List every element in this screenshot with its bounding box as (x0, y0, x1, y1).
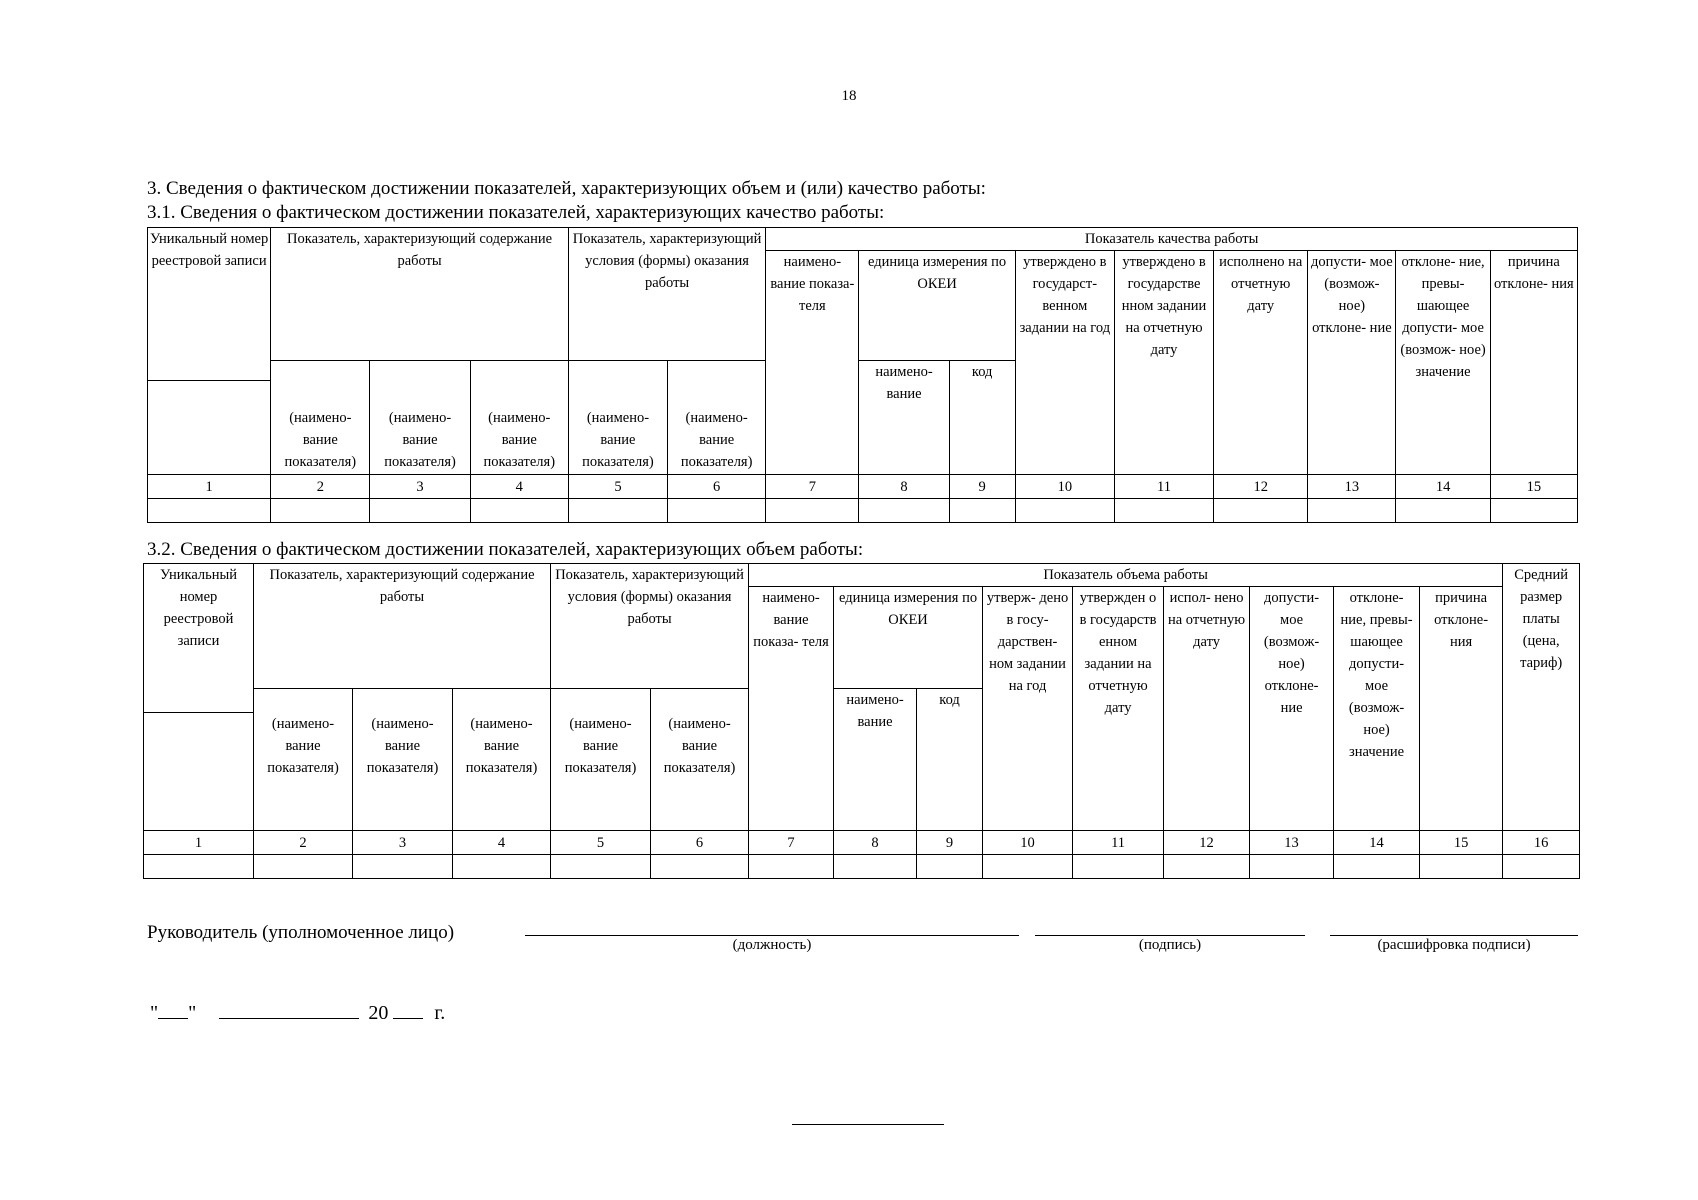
year-suffix: г. (434, 1002, 446, 1024)
data-cell[interactable] (668, 499, 766, 523)
section-3-1-heading: 3.1. Сведения о фактическом достижении показателей, характеризующих качество работы: (147, 202, 885, 223)
column-number: 6 (651, 831, 749, 855)
column-number: 14 (1334, 831, 1420, 855)
indicator-name-subheader: (наимено- вание показателя) (470, 361, 568, 475)
data-cell[interactable] (1503, 855, 1580, 879)
data-cell[interactable] (254, 855, 353, 879)
quote-open: " (150, 1002, 159, 1024)
data-cell[interactable] (370, 499, 470, 523)
data-cell[interactable] (749, 855, 834, 879)
registry-number-spacer (148, 381, 271, 475)
data-cell[interactable] (651, 855, 749, 879)
approved-date-header: утверждено в государстве нном задании на отчетную дату (1114, 251, 1213, 475)
column-number: 3 (353, 831, 453, 855)
deviation-exceeding-header: отклоне- ние, превы- шающее допусти- мое (возмож- ное) значение (1334, 587, 1420, 831)
registry-number-spacer (144, 713, 254, 831)
okei-unit-header: единица измерения по ОКЕИ (859, 251, 1015, 361)
column-number: 9 (949, 475, 1015, 499)
column-number: 2 (254, 831, 353, 855)
indicator-name-subheader: (наимено- вание показателя) (353, 689, 453, 831)
data-cell[interactable] (144, 855, 254, 879)
content-indicator-header: Показатель, характеризующий содержание работы (271, 228, 569, 361)
data-cell[interactable] (1214, 499, 1308, 523)
column-number: 9 (917, 831, 983, 855)
indicator-name-subheader: (наимено- вание показателя) (370, 361, 470, 475)
column-number: 11 (1114, 475, 1213, 499)
indicator-name-subheader: (наимено- вание показателя) (453, 689, 551, 831)
data-cell[interactable] (1490, 499, 1577, 523)
quote-close: " (188, 1002, 197, 1024)
content-indicator-header: Показатель, характеризующий содержание работы (254, 564, 551, 689)
registry-number-header: Уникальный номер реестровой записи (144, 564, 254, 713)
position-caption: (должность) (732, 937, 812, 953)
executed-date-header: испол- нено на отчетную дату (1164, 587, 1250, 831)
column-number: 1 (148, 475, 271, 499)
data-row (148, 499, 1578, 523)
column-number: 14 (1396, 475, 1490, 499)
registry-number-header: Уникальный номер реестровой записи (148, 228, 271, 381)
conditions-indicator-header: Показатель, характеризующий условия (формы) оказания работы (568, 228, 765, 361)
column-number: 8 (834, 831, 917, 855)
data-cell[interactable] (1250, 855, 1334, 879)
data-cell[interactable] (453, 855, 551, 879)
unit-name-header: наимено- вание (859, 361, 949, 475)
year-blank[interactable] (393, 1000, 423, 1019)
deviation-exceeding-header: отклоне- ние, превы- шающее допусти- мое (возмож- ное) значение (1396, 251, 1490, 475)
quality-indicators-table (147, 227, 1578, 523)
allowed-deviation-header: допусти- мое (возмож- ное) отклоне- ние (1250, 587, 1334, 831)
column-number: 15 (1490, 475, 1577, 499)
indicator-name-subheader: (наимено- вание показателя) (568, 361, 667, 475)
data-cell[interactable] (551, 855, 651, 879)
date-line (150, 1000, 445, 1025)
conditions-indicator-header: Показатель, характеризующий условия (формы) оказания работы (551, 564, 749, 689)
data-cell[interactable] (859, 499, 949, 523)
data-row (144, 855, 1580, 879)
unit-code-header: код (917, 689, 983, 831)
data-cell[interactable] (917, 855, 983, 879)
data-cell[interactable] (1334, 855, 1420, 879)
indicator-name-header: наимено- вание показа- теля (766, 251, 859, 475)
column-number: 6 (668, 475, 766, 499)
column-number: 10 (983, 831, 1073, 855)
signature-caption: (подпись) (1138, 937, 1202, 953)
indicator-name-subheader: (наимено- вание показателя) (668, 361, 766, 475)
data-cell[interactable] (1396, 499, 1490, 523)
column-number: 4 (470, 475, 568, 499)
column-number: 8 (859, 475, 949, 499)
indicator-name-subheader: (наимено- вание показателя) (271, 361, 370, 475)
footer-rule (792, 1124, 944, 1125)
column-number: 5 (568, 475, 667, 499)
column-number: 10 (1015, 475, 1114, 499)
section-3-2-heading: 3.2. Сведения о фактическом достижении показателей, характеризующих объем работы: (147, 539, 864, 560)
indicator-name-subheader: (наимено- вание показателя) (651, 689, 749, 831)
column-number: 15 (1420, 831, 1503, 855)
column-number: 12 (1164, 831, 1250, 855)
indicator-name-header: наимено- вание показа- теля (749, 587, 834, 831)
data-cell[interactable] (470, 499, 568, 523)
unit-code-header: код (949, 361, 1015, 475)
approved-year-header: утверж- дено в госу- дарствен- ном задании на год (983, 587, 1073, 831)
column-number: 4 (453, 831, 551, 855)
data-cell[interactable] (353, 855, 453, 879)
day-blank[interactable] (158, 1000, 188, 1019)
column-number: 7 (749, 831, 834, 855)
column-number: 11 (1073, 831, 1164, 855)
column-numbers-row (144, 831, 1580, 855)
data-cell[interactable] (1164, 855, 1250, 879)
column-number: 1 (144, 831, 254, 855)
data-cell[interactable] (1420, 855, 1503, 879)
column-number: 12 (1214, 475, 1308, 499)
signature-decoding-caption: (расшифровка подписи) (1377, 937, 1531, 953)
okei-unit-header: единица измерения по ОКЕИ (834, 587, 983, 689)
column-number: 5 (551, 831, 651, 855)
signatory-label: Руководитель (уполномоченное лицо) (147, 922, 455, 943)
column-number: 16 (1503, 831, 1580, 855)
data-cell[interactable] (983, 855, 1073, 879)
signature-decoding-line[interactable] (1330, 935, 1578, 936)
data-cell[interactable] (949, 499, 1015, 523)
month-blank[interactable] (219, 1000, 359, 1019)
data-cell[interactable] (1308, 499, 1396, 523)
signature-line[interactable] (1035, 935, 1305, 936)
data-cell[interactable] (568, 499, 667, 523)
column-number: 13 (1308, 475, 1396, 499)
column-number: 13 (1250, 831, 1334, 855)
data-cell[interactable] (271, 499, 370, 523)
quality-indicator-group-header: Показатель качества работы (766, 228, 1578, 251)
section-3-heading: 3. Сведения о фактическом достижении показателей, характеризующих объем и (или) качество работы: (147, 178, 986, 199)
data-cell[interactable] (148, 499, 271, 523)
volume-indicator-group-header: Показатель объема работы (749, 564, 1503, 587)
average-fee-header: Средний размер платы (цена, тариф) (1503, 564, 1580, 831)
deviation-reason-header: причина отклоне- ния (1490, 251, 1577, 475)
data-cell[interactable] (834, 855, 917, 879)
data-cell[interactable] (1114, 499, 1213, 523)
page-number: 18 (841, 88, 857, 104)
executed-date-header: исполнено на отчетную дату (1214, 251, 1308, 475)
column-numbers-row (148, 475, 1578, 499)
data-cell[interactable] (766, 499, 859, 523)
indicator-name-subheader: (наимено- вание показателя) (254, 689, 353, 831)
deviation-reason-header: причина отклоне- ния (1420, 587, 1503, 831)
column-number: 7 (766, 475, 859, 499)
approved-year-header: утверждено в государст- венном задании на год (1015, 251, 1114, 475)
volume-indicators-table (143, 563, 1580, 879)
data-cell[interactable] (1015, 499, 1114, 523)
column-number: 3 (370, 475, 470, 499)
unit-name-header: наимено- вание (834, 689, 917, 831)
year-prefix: 20 (368, 1002, 389, 1024)
data-cell[interactable] (1073, 855, 1164, 879)
allowed-deviation-header: допусти- мое (возмож- ное) отклоне- ние (1308, 251, 1396, 475)
position-line[interactable] (525, 935, 1019, 936)
column-number: 2 (271, 475, 370, 499)
indicator-name-subheader: (наимено- вание показателя) (551, 689, 651, 831)
approved-date-header: утвержден о в государств енном задании на отчетную дату (1073, 587, 1164, 831)
